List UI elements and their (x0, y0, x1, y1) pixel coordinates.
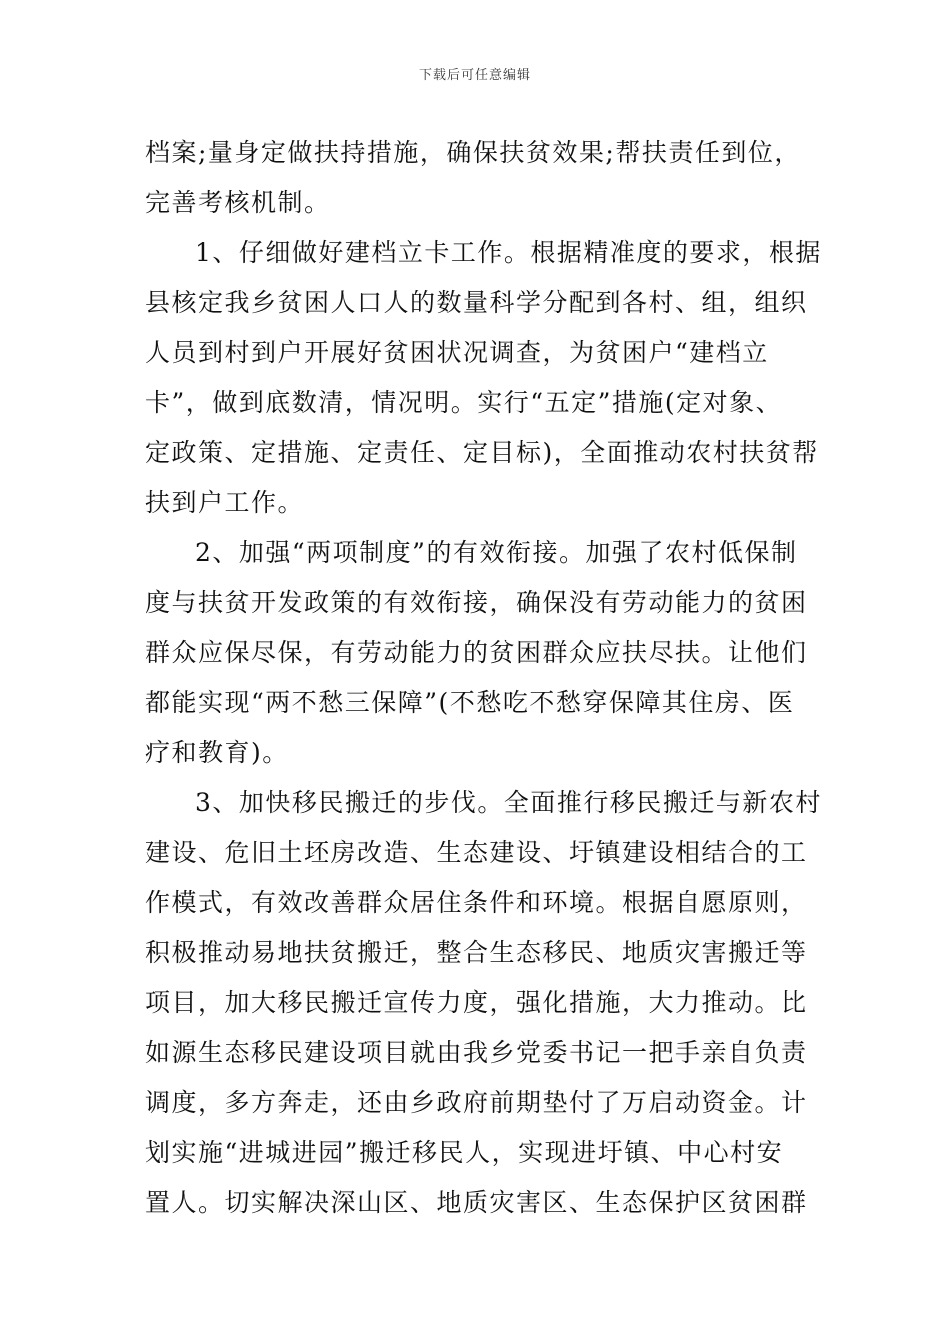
header-note: 下载后可任意编辑 (418, 68, 531, 83)
text-line: 作模式，有效改善群众居住条件和环境。根据自愿原则， (145, 888, 808, 917)
text-line: 都能实现“两不愁三保障”(不愁吃不愁穿保障其住房、医 (145, 688, 795, 717)
text-line: 人员到村到户开展好贫困状况调查，为贫困户“建档立 (145, 338, 769, 367)
text-line: 县核定我乡贫困人口人的数量科学分配到各村、组，组织 (145, 288, 808, 317)
text-line: 2、加强“两项制度”的有效衔接。加强了农村低保制 (195, 538, 798, 567)
text-line: 调度，多方奔走，还由乡政府前期垫付了万启动资金。计 (145, 1088, 808, 1117)
text-line: 项目，加大移民搬迁宣传力度，强化措施，大力推动。比 (145, 988, 808, 1017)
text-line: 群众应保尽保，有劳动能力的贫困群众应扶尽扶。让他们 (145, 638, 808, 667)
text-line: 1、仔细做好建档立卡工作。根据精准度的要求，根据 (195, 238, 822, 267)
text-line: 定政策、定措施、定责任、定目标)，全面推动农村扶贫帮 (145, 438, 819, 467)
text-line: 划实施“进城进园”搬迁移民人，实现进圩镇、中心村安 (145, 1138, 784, 1167)
body-text (145, 128, 822, 1228)
text-line: 疗和教育)。 (145, 738, 289, 767)
text-line: 完善考核机制。 (145, 188, 331, 217)
text-line: 置人。切实解决深山区、地质灾害区、生态保护区贫困群 (145, 1188, 808, 1217)
text-line: 卡”，做到底数清，情况明。实行“五定”措施(定对象、 (145, 388, 783, 417)
text-line: 如源生态移民建设项目就由我乡党委书记一把手亲自负责 (145, 1038, 808, 1067)
text-line: 积极推动易地扶贫搬迁，整合生态移民、地质灾害搬迁等 (145, 938, 808, 967)
text-line: 扶到户工作。 (145, 488, 305, 517)
text-line: 3、加快移民搬迁的步伐。全面推行移民搬迁与新农村 (195, 788, 822, 817)
text-line: 建设、危旧土坯房改造、生态建设、圩镇建设相结合的工 (145, 838, 808, 867)
text-line: 度与扶贫开发政策的有效衔接，确保没有劳动能力的贫困 (145, 588, 808, 617)
text-line: 档案;量身定做扶持措施，确保扶贫效果;帮扶责任到位， (145, 138, 801, 167)
